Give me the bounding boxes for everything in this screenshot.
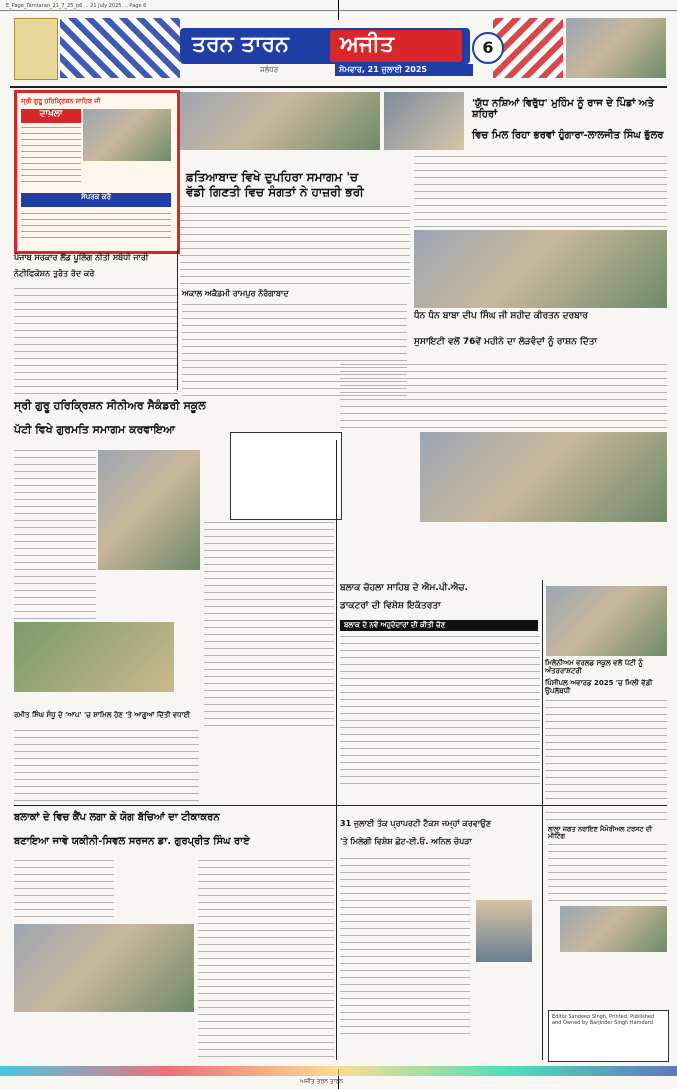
story5-headline-2: ਸੁਸਾਇਟੀ ਵਲੋਂ 76ਵੇਂ ਮਹੀਨੇ ਦਾ ਲੋੜਵੰਦਾਂ ਨੂੰ ਰਾਸ਼ਨ ਦਿੱਤਾ (414, 337, 598, 347)
story11-headline-1: 31 ਜੁਲਾਈ ਤੱਕ ਪ੍ਰਾਪਰਟੀ ਟੈਕਸ ਜਮ੍ਹਾਂ ਕਰਵਾਉਣ (340, 819, 492, 828)
story10-body (545, 700, 667, 820)
story8-body (14, 730, 199, 802)
story5-body (340, 364, 667, 430)
story2-body (414, 156, 667, 228)
story12-headline: ਲਾਲਾ ਜਗਤ ਨਰਾਇਣ ਮੈਮੋਰੀਅਲ ਟਰਸਟ ਦੀ ਮੀਟਿੰਗ (548, 825, 653, 841)
story11-portrait (476, 900, 532, 962)
story9-body-2 (198, 860, 334, 1060)
story1-headline-2: ਵੱਡੀ ਗਿਣਤੀ ਵਿਚ ਸੰਗਤਾਂ ਨੇ ਹਾਜ਼ਰੀ ਭਰੀ (186, 185, 364, 199)
story6-headline-2: ਪੱਟੀ ਵਿਖੇ ਗੁਰਮਤਿ ਸਮਾਗਮ ਕਰਵਾਇਆ (14, 423, 175, 436)
story2-headline-2: ਵਿਚ ਮਿਲ ਰਿਹਾ ਭਰਵਾਂ ਹੁੰਗਾਰਾ-ਲਾਲਜੀਤ ਸਿੰਘ ਭੁੱਲਰ (472, 130, 664, 141)
story10-headline-2: ਪਿੰਸੀਪਲ ਅਵਾਰਡ 2025 'ਚ ਮਿਲੀ ਵੱਡੀ ਉਪਲੱਬਧੀ (545, 679, 653, 695)
story1-body (180, 206, 410, 286)
column-rule (177, 250, 178, 390)
ad-footer: ਸੰਪਰਕ ਕਰੋ (21, 193, 171, 207)
masthead-city: ਤਰਨ ਤਾਰਨ (192, 32, 289, 57)
story5-photo (420, 432, 667, 522)
footer-credit: ਅਜੀਤ ਤਰਨ ਤਾਰਨ (300, 1078, 343, 1085)
ad-box (14, 90, 180, 254)
story11-headline-2: 'ਤੇ ਮਿਲੇਗੀ ਵਿਸ਼ੇਸ਼ ਛੋਟ-ਈ.ਓ. ਅਨਿਲ ਚੋਪੜਾ (340, 837, 472, 846)
story12-photo (560, 906, 667, 952)
page-number-badge: 6 (472, 32, 504, 64)
masthead (0, 14, 677, 84)
story4-headline: ਅਕਾਲ ਅਕੈਡਮੀ ਰਾਮਪੁਰ ਨੌਰੰਗਾਬਾਦ (182, 289, 289, 298)
story9-headline-1: ਬਲਾਕਾਂ ਦੇ ਵਿਚ ਕੈਂਪ ਲਗਾ ਕੇ ਯੋਗ ਬੱਚਿਆਂ ਦਾ ਟੀਕਾਕਰਨ (14, 812, 220, 823)
story6-body (14, 450, 96, 620)
section-rule (14, 805, 667, 806)
masthead-paper-name: ਅਜੀਤ (340, 32, 394, 57)
story7-subhead: ਬਲਾਕ ਦੇ ਨਵੇਂ ਅਹੁਦੇਦਾਰਾਂ ਦੀ ਕੀਤੀ ਚੋਣ (340, 620, 538, 631)
middle-box (230, 432, 342, 520)
story3-body (14, 288, 178, 396)
ad-title: ਸ੍ਰੀ ਗੁਰੂ ਹਰਿਕ੍ਰਿਸ਼ਨ ਸਾਹਿਬ ਜੀ (21, 97, 101, 105)
story9-body (14, 860, 114, 920)
masthead-date: ਸੋਮਵਾਰ, 21 ਜੁਲਾਈ 2025 (335, 64, 473, 76)
story1-photo-2 (384, 92, 464, 150)
story1-photo (180, 92, 380, 150)
masthead-rule (10, 86, 667, 88)
story8-headline: ਰਮੀਤ ਸਿੰਘ ਸੰਧੂ ਦੇ 'ਆਪ' 'ਚ ਸ਼ਾਮਿਲ ਹੋਣ 'ਤੇ ਆਗੂਆਂ ਦਿੱਤੀ ਵਧਾਈ (14, 711, 191, 719)
imprint-text: Editor Sandeep Singh, Printed, Published and Owned by Barjinder Singh Hamdard (552, 1014, 655, 1026)
story5-headline-1: ਧੰਨ ਧੰਨ ਬਾਬਾ ਦੀਪ ਸਿੰਘ ਜੀ ਸ਼ਹੀਦ ਕੀਰਤਨ ਦਰਬਾਰ (414, 311, 588, 321)
story9-headline-2: ਬਣਾਇਆ ਜਾਵੇ ਯਕੀਨੀ-ਸਿਵਲ ਸਰਜਨ ਡਾ. ਗੁਰਪ੍ਰੀਤ ਸਿੰਘ ਰਾਏ (14, 836, 250, 847)
story6-photo-2 (14, 622, 174, 692)
story3-headline-2: ਨੋਟੀਫਿਕੇਸ਼ਨ ਤੁਰੰਤ ਰੱਦ ਕਰੇ (14, 269, 95, 278)
story10-photo (546, 586, 667, 656)
ad-heading: ਦਾਖ਼ਲਾ (21, 109, 81, 123)
column-rule (542, 580, 543, 1060)
story9-photo (14, 924, 194, 1012)
story2-photo (414, 230, 667, 308)
story1-headline-1: ਫ਼ਤਿਆਬਾਦ ਵਿਖੇ ਦੁਪਹਿਰਾ ਸਮਾਗਮ 'ਚ (186, 170, 359, 184)
ad-text (21, 127, 81, 187)
story6-photo (98, 450, 200, 570)
ad-photo (83, 109, 171, 161)
middle-column-body (204, 522, 334, 732)
story12-body (548, 844, 667, 904)
story2-headline-1: 'ਯੁੱਧ ਨਸ਼ਿਆਂ ਵਿਰੁੱਧ' ਮੁਹਿੰਮ ਨੂੰ ਰਾਜ ਦੇ ਪਿੰਡਾਂ ਅਤੇ ਸ਼ਹਿਰਾਂ (472, 98, 654, 120)
footer-strip (0, 1066, 677, 1076)
pattern-strip-left (60, 18, 180, 78)
ad-fine-print (21, 213, 171, 243)
meta-strip: E_Page_Tarntaran_21_7_25_p6 ... 21 July 2025 ... Page 6 (6, 3, 147, 9)
story6-headline-1: ਸ੍ਰੀ ਗੁਰੂ ਹਰਿਕ੍ਰਿਸ਼ਨ ਸੀਨੀਅਰ ਸੈਕੰਡਰੀ ਸਕੂਲ (14, 399, 206, 412)
column-rule (336, 440, 337, 1060)
imprint-box (548, 1010, 669, 1062)
masthead-tagline: ਜਲੰਧਰ (260, 66, 279, 74)
story7-headline-1: ਬਲਾਕ ਚੋਹਲਾ ਸਾਹਿਬ ਦੇ ਐਮ.ਪੀ.ਐਚ. (340, 583, 468, 593)
story3-headline-1: ਪੰਜਾਬ ਸਰਕਾਰ ਲੈਂਡ ਪੂਲਿੰਗ ਨੀਤੀ ਸਬੰਧੀ ਜਾਰੀ (14, 253, 149, 262)
emblem-logo (14, 18, 58, 80)
story7-body (340, 636, 540, 784)
story11-body (340, 858, 470, 1038)
story7-headline-2: ਡਾਕਟਰਾਂ ਦੀ ਵਿਸ਼ੇਸ਼ ਇਕੱਤਰਤਾ (340, 601, 441, 611)
masthead-photo (566, 18, 666, 78)
story10-headline-1: ਮਿਲੇਨੀਅਮ ਵਰਲਡ ਸਕੂਲ ਵਲੋਂ ਪੱਟੀ ਨੂੰ ਅੰਤਰਰਾਸ਼ਟਰੀ (545, 659, 643, 675)
